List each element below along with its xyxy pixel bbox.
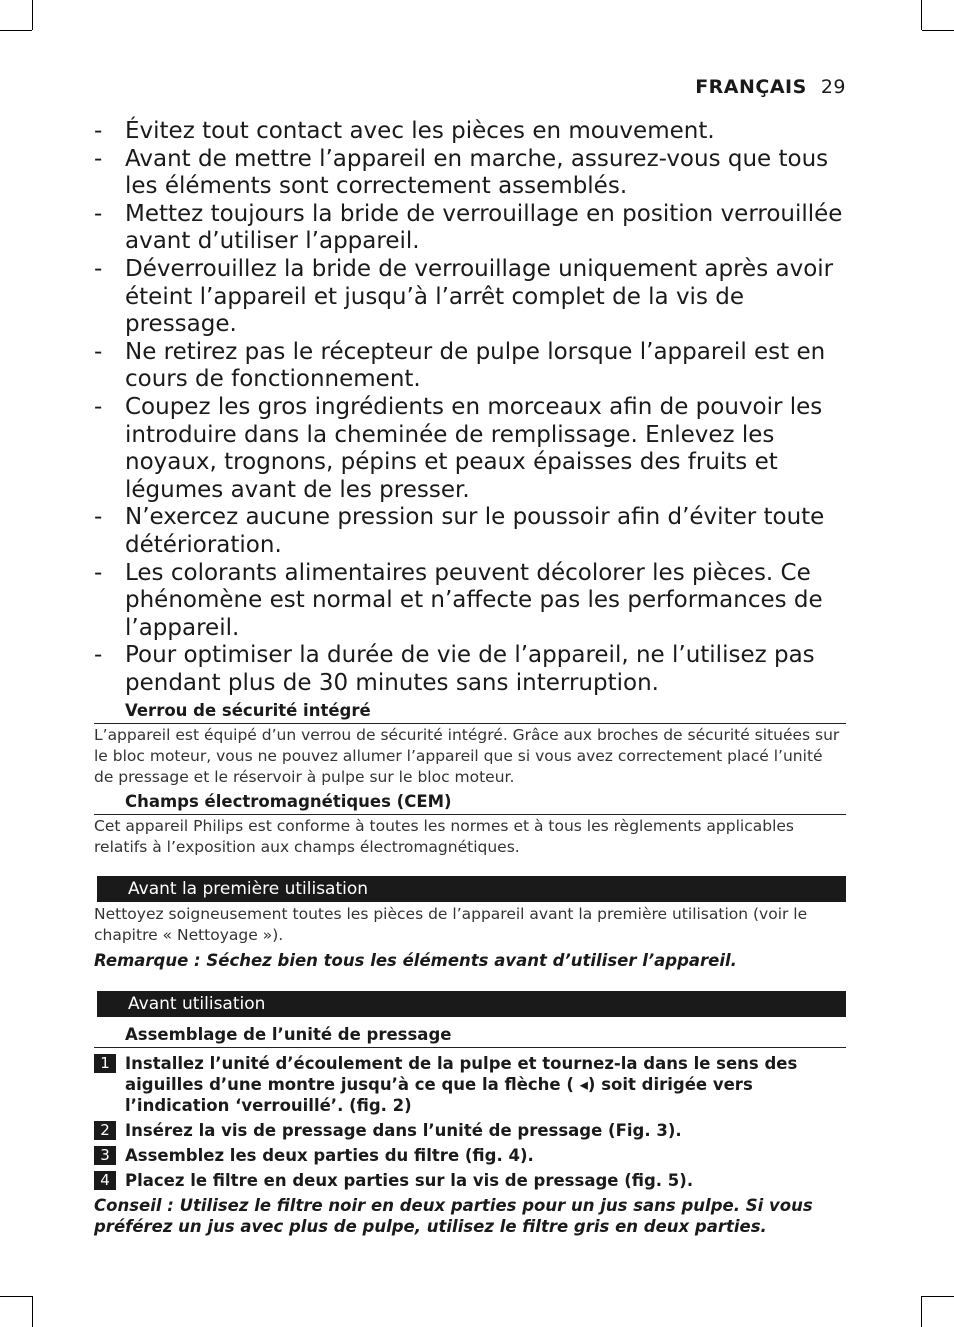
page-number: 29 <box>820 76 846 98</box>
step-item: 3 Assemblez les deux parties du filtre (fig. 4). <box>94 1145 846 1166</box>
list-item: - Coupez les gros ingrédients en morceaux afin de pouvoir les introduire dans la cheminée de remplissage. Enlevez les noyaux, trognons, pépins et peaux épaisses des fruits et légumes avant de les presser. <box>94 393 823 503</box>
crop-mark <box>32 0 33 30</box>
safety-lock-text: L’appareil est équipé d’un verrou de sécurité intégré. Grâce aux broches de sécurité situées sur le bloc moteur, vous ne pouvez allumer l’appareil que si vous avez correctement placé l’unité de pressage et le réservoir à pulpe sur le bloc moteur. <box>94 726 840 787</box>
first-use-heading: Avant la première utilisation <box>97 876 846 902</box>
first-use-note: Remarque : Séchez bien tous les éléments avant d’utiliser l’appareil. <box>94 951 737 971</box>
step-number: 2 <box>94 1121 116 1140</box>
language-label: FRANÇAIS <box>695 76 807 98</box>
crop-mark <box>921 1296 922 1327</box>
assembly-title: Assemblage de l’unité de pressage <box>125 1025 452 1045</box>
tip-text: Conseil : Utilisez le filtre noir en deux parties pour un jus sans pulpe. Si vous préférez un jus avec plus de pulpe, utilisez le filtre gris en deux parties. <box>94 1196 813 1237</box>
list-item: - N’exercez aucune pression sur le poussoir afin d’éviter toute détérioration. <box>94 504 825 558</box>
step-item: 4 Placez le filtre en deux parties sur la vis de pressage (fig. 5). <box>94 1170 846 1191</box>
step-number: 3 <box>94 1146 116 1165</box>
before-use-heading: Avant utilisation <box>97 991 846 1017</box>
emf-title: Champs électromagnétiques (CEM) <box>125 792 452 812</box>
safety-bullet-list <box>94 118 846 697</box>
divider <box>94 723 846 724</box>
list-item: - Déverrouillez la bride de verrouillage uniquement après avoir éteint l’appareil et jusqu’à l’arrêt complet de la vis de pressage. <box>94 255 834 338</box>
list-item: - Ne retirez pas le récepteur de pulpe lorsque l’appareil est en cours de fonctionnement. <box>94 338 826 393</box>
crop-mark <box>921 0 922 30</box>
first-use-text: Nettoyez soigneusement toutes les pièces de l’appareil avant la première utilisation (voir le chapitre « Nettoyage »). <box>94 905 808 945</box>
crop-mark <box>922 30 954 31</box>
step-item: 1 Installez l’unité d’écoulement de la pulpe et tournez-la dans le sens des aiguilles d’une montre jusqu’à ce que la flèche ( ◂) soit dirigée vers l’indication ‘verrouillé’. (fig. 2) <box>94 1053 846 1116</box>
step-number: 1 <box>94 1054 116 1073</box>
crop-mark <box>32 1296 33 1327</box>
divider <box>94 1047 846 1048</box>
page-content <box>94 118 846 1237</box>
safety-lock-title: Verrou de sécurité intégré <box>125 701 371 721</box>
list-item: - Les colorants alimentaires peuvent décolorer les pièces. Ce phénomène est normal et n’affecte pas les performances de l’appareil. <box>94 559 823 641</box>
crop-mark <box>0 1296 32 1297</box>
page-header <box>695 76 846 98</box>
list-item: - Mettez toujours la bride de verrouillage en position verrouillée avant d’utiliser l’appareil. <box>94 200 843 255</box>
step-item: 2 Insérez la vis de pressage dans l’unité de pressage (Fig. 3). <box>94 1120 846 1141</box>
list-item: - Avant de mettre l’appareil en marche, assurez-vous que tous les éléments sont correctement assemblés. <box>94 145 829 200</box>
step-number: 4 <box>94 1171 116 1190</box>
list-item: - Pour optimiser la durée de vie de l’appareil, ne l’utilisez pas pendant plus de 30 minutes sans interruption. <box>94 642 815 696</box>
emf-text: Cet appareil Philips est conforme à toutes les normes et à tous les règlements applicables relatifs à l’exposition aux champs électromagnétiques. <box>94 817 794 857</box>
crop-mark <box>922 1296 954 1297</box>
assembly-steps <box>94 1053 846 1191</box>
crop-mark <box>0 30 32 31</box>
divider <box>94 814 846 815</box>
list-item: - Évitez tout contact avec les pièces en mouvement. <box>94 118 715 144</box>
